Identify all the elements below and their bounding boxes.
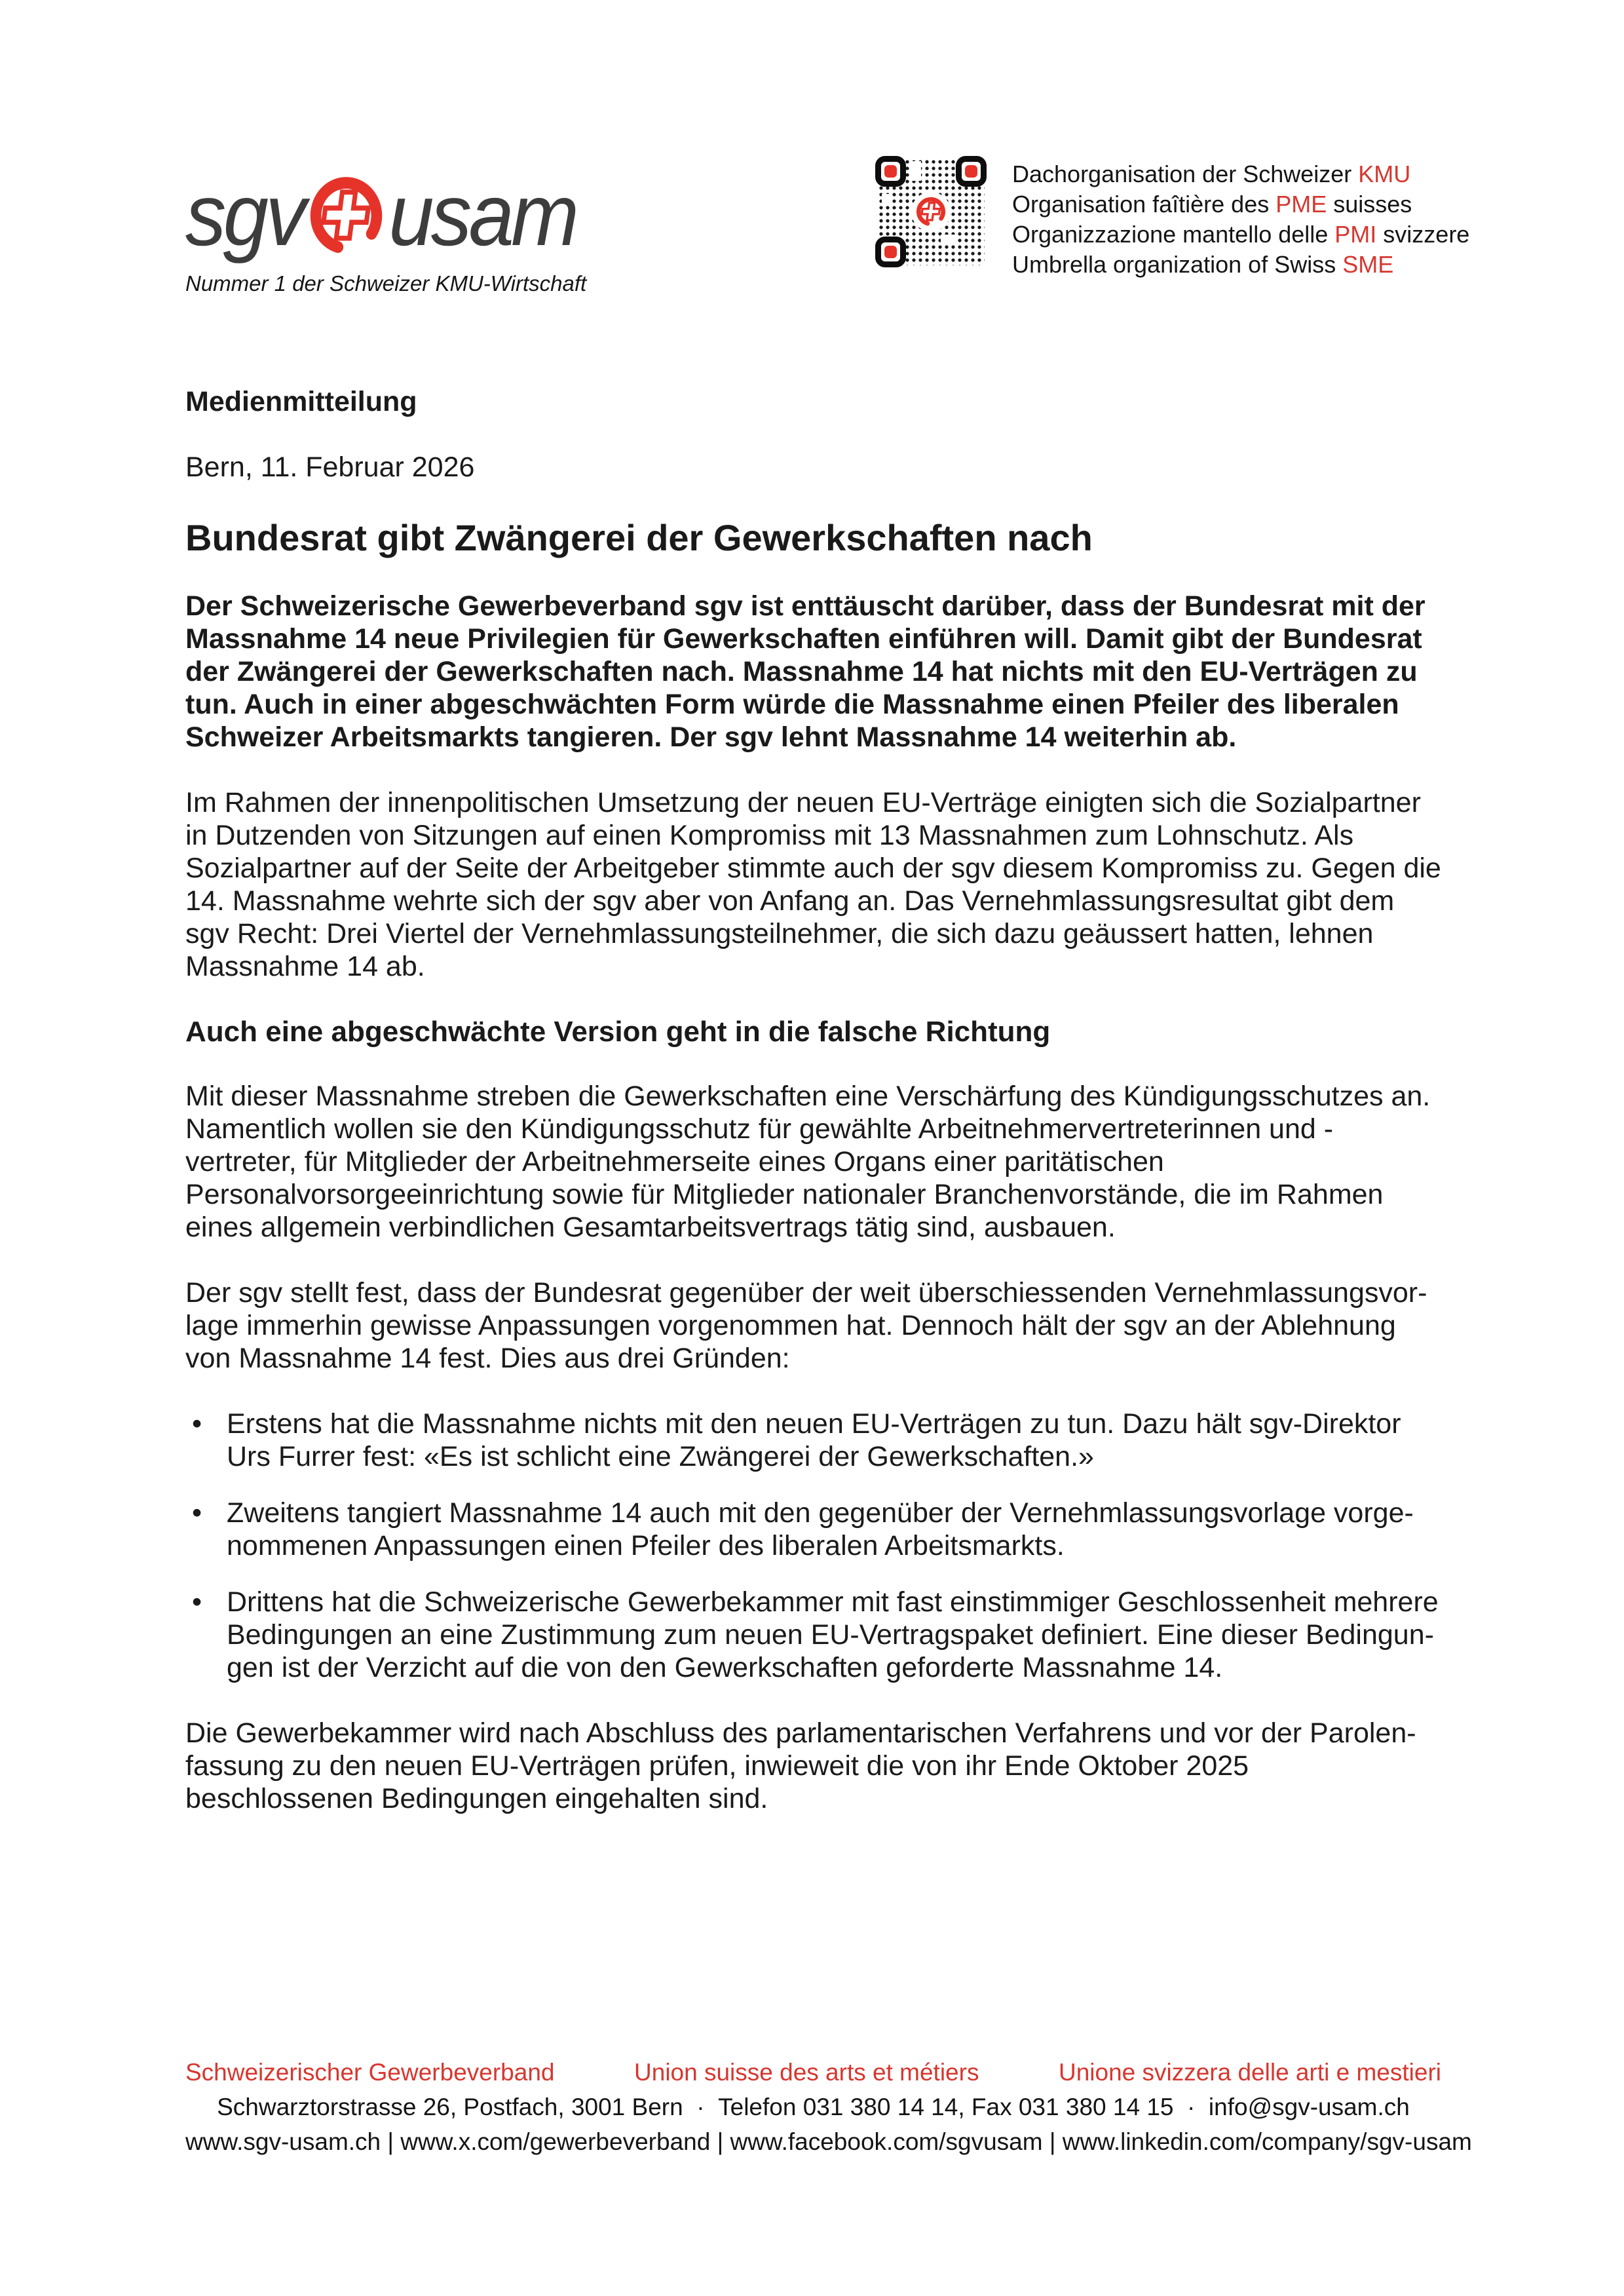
qr-quiet-zone <box>912 161 921 181</box>
body-paragraph: Mit dieser Massnahme streben die Gewerkschaften eine Verschärfung des Kündigungsschutzes an. Namentlich wollen sie den Kündigungsschutz für gewählte Arbeitnehmervertreterinnen und -vertreter, für Mitglieder der Arbeitnehmerseite eines Organs einer paritätischen Personalvorsorgeeinrichtung sowie für Mitglieder nationaler Branchenvorstände, die im Rahmen eines allgemein verbindlichen Gesamtarbeitsvertrags tätig sind, ausbauen. <box>185 1081 1431 1243</box>
org-line-fr: Organisation faîtière des PME suisses <box>1012 191 1412 218</box>
org-line-en: Umbrella organization of Swiss SME <box>1012 251 1394 278</box>
list-item: • Zweitens tangiert Massnahme 14 auch mit den gegenüber der Vernehmlassungsvorlage vorgenommenen Anpassungen einen Pfeiler des liberalen Arbeitsmarkts. <box>185 1497 1443 1562</box>
body-paragraph: Im Rahmen der innenpolitischen Umsetzung der neuen EU-Verträge einigten sich die Sozialpartner in Dutzenden von Sitzungen auf einen Kompromiss mit 13 Massnahmen zum Lohnschutz. Als Sozialpartner auf der Seite der Arbeitgeber stimmte auch der sgv diesem Kompromiss zu. Gegen die 14. Massnahme wehrte sich der sgv aber von Anfang an. Das Vernehmlassungsresultat gibt dem sgv Recht: Drei Viertel der Vernehmlassungsteilnehmer, die sich dazu geäussert hatten, lehnen Massnahme 14 ab. <box>185 787 1441 982</box>
page-title: Bundesrat gibt Zwängerei der Gewerkschaften nach <box>185 517 1093 558</box>
footer-web-links: www.sgv-usam.ch | www.x.com/gewerbeverband | www.facebook.com/sgvusam | www.linkedin.com/company/sgv-usam <box>185 2128 1472 2155</box>
sgv-usam-logo <box>185 166 605 296</box>
reasons-list <box>185 1407 1443 1684</box>
footer-org-it: Unione svizzera delle arti e mestieri <box>1058 2059 1441 2086</box>
dateline: Bern, 11. Februar 2026 <box>185 451 475 483</box>
lead-paragraph: Der Schweizerische Gewerbeverband sgv ist enttäuscht darüber, dass der Bundesrat mit der Massnahme 14 neue Privilegien für Gewerkschaften einführen will. Damit gibt der Bundesrat der Zwängerei der Gewerkschaften nach. Massnahme 14 hat nichts mit den EU-Verträgen zu tun. Auch in einer abgeschwächten Form würde die Massnahme einen Pfeiler des liberalen Schweizer Arbeitsmarkts tangieren. Der sgv lehnt Massnahme 14 weiterhin ab. <box>185 590 1426 753</box>
list-item: • Erstens hat die Massnahme nichts mit den neuen EU-Verträgen zu tun. Dazu hält sgv-Direktor Urs Furrer fest: «Es ist schlicht eine Zwängerei der Gewerkschaften.» <box>185 1407 1443 1473</box>
org-abbr-kmu: KMU <box>1358 161 1411 187</box>
organization-descriptions <box>1012 159 1469 280</box>
logo-tagline: Nummer 1 der Schweizer KMU-Wirtschaft <box>185 271 587 296</box>
org-line-it: Organizzazione mantello delle PMI svizzere <box>1012 221 1470 248</box>
press-release-body <box>185 385 1443 1848</box>
document-kicker: Medienmitteilung <box>185 386 417 417</box>
swiss-cross-at-icon <box>307 174 385 258</box>
org-abbr-pme: PME <box>1275 191 1327 218</box>
footer-address: Schwarztorstrasse 26, Postfach, 3001 Bern · Telefon 031 380 14 14, Fax 031 380 14 15 · info@sgv-usam.ch <box>217 2094 1410 2120</box>
qr-quiet-zone <box>882 194 892 204</box>
body-paragraph: Der sgv stellt fest, dass der Bundesrat gegenüber der weit überschiessenden Vernehmlassungsvorlage immerhin gewisse Anpassungen vorgenommen hat. Dennoch hält der sgv an der Ablehnung von Massnahme 14 fest. Dies aus drei Gründen: <box>185 1277 1427 1374</box>
footer-org-fr: Union suisse des arts et métiers <box>634 2059 979 2086</box>
logo-lockup <box>185 166 576 264</box>
footer-organization-names <box>185 2055 1441 2090</box>
section-heading: Auch eine abgeschwächte Version geht in die falsche Richtung <box>185 1016 1051 1048</box>
qr-center-logo-icon <box>911 192 951 231</box>
qr-code <box>875 156 987 267</box>
qr-finder-top-left <box>875 156 906 187</box>
org-line-de: Dachorganisation der Schweizer KMU <box>1012 161 1411 187</box>
qr-quiet-zone <box>941 235 955 244</box>
qr-finder-bottom-left <box>875 237 906 267</box>
list-item: • Drittens hat die Schweizerische Gewerbekammer mit fast einstimmiger Geschlossenheit mehrere Bedingungen an eine Zustimmung zum neuen EU-Vertragspaket definiert. Eine dieser Bedingungen ist der Verzicht auf die von den Gewerkschaften geforderte Massnahme 14. <box>185 1586 1443 1684</box>
footer-org-de: Schweizerischer Gewerbeverband <box>185 2059 555 2086</box>
logo-text-sgv: sgv <box>185 166 303 264</box>
closing-paragraph: Die Gewerbekammer wird nach Abschluss des parlamentarischen Verfahrens und vor der Parolenfassung zu den neuen EU-Verträgen prüfen, inwieweit die von ihr Ende Oktober 2025 beschlossenen Bedingungen eingehalten sind. <box>185 1717 1416 1814</box>
org-abbr-sme: SME <box>1342 251 1394 278</box>
org-abbr-pmi: PMI <box>1334 221 1377 248</box>
qr-finder-top-right <box>956 156 987 187</box>
page-footer <box>185 2055 1472 2159</box>
logo-text-usam: usam <box>388 166 576 264</box>
